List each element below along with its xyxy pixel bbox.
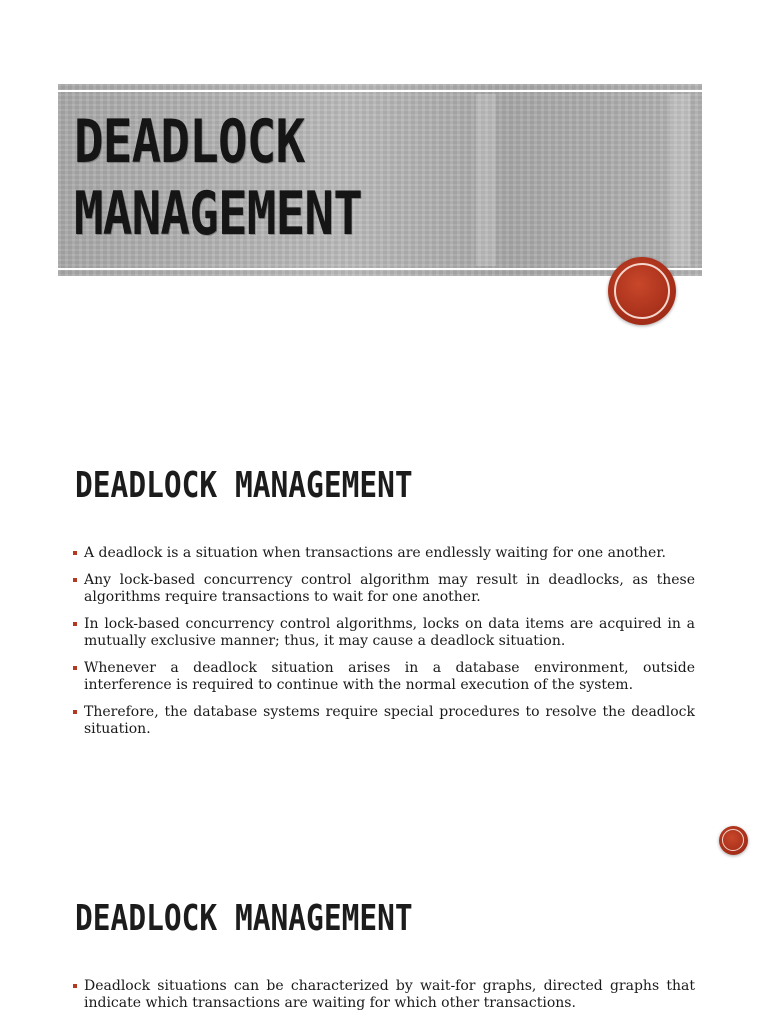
bullet-item xyxy=(73,572,695,606)
bullet-item xyxy=(73,978,695,1012)
square-bullet-icon xyxy=(73,622,77,626)
red-circle-badge-icon xyxy=(719,826,748,855)
bullet-text: Therefore, the database systems require special procedures to resolve the deadlock situation. xyxy=(84,704,695,737)
square-bullet-icon xyxy=(73,578,77,582)
banner-texture-strip xyxy=(476,94,496,266)
bullet-text: A deadlock is a situation when transactions are endlessly waiting for one another. xyxy=(84,545,666,561)
square-bullet-icon xyxy=(73,984,77,988)
bullet-text: Whenever a deadlock situation arises in a database environment, outside interference is required to continue with the normal execution of the system. xyxy=(84,660,695,693)
bullet-item xyxy=(73,704,695,738)
title-slide xyxy=(0,0,768,420)
title-line-2: MANAGEMENT xyxy=(74,179,363,249)
bullet-text: In lock-based concurrency control algorithms, locks on data items are acquired in a mutually exclusive manner; thus, it may cause a deadlock situation. xyxy=(84,616,695,649)
bullet-item xyxy=(73,660,695,694)
banner-texture-strip xyxy=(670,94,690,266)
badge-ring xyxy=(614,263,670,319)
square-bullet-icon xyxy=(73,666,77,670)
bullet-item xyxy=(73,545,695,562)
red-circle-badge-icon xyxy=(608,257,676,325)
bullet-list xyxy=(73,978,695,1022)
title-banner xyxy=(58,84,702,276)
slide-heading: DEADLOCK MANAGEMENT xyxy=(75,898,413,939)
square-bullet-icon xyxy=(73,551,77,555)
bullet-text: Any lock-based concurrency control algorithm may result in deadlocks, as these algorithms require transactions to wait for one another. xyxy=(84,572,695,605)
title-line-1: DEADLOCK xyxy=(74,107,305,177)
banner-top-rule xyxy=(58,90,702,92)
badge-ring xyxy=(722,829,744,851)
banner-bottom-rule xyxy=(58,268,702,270)
square-bullet-icon xyxy=(73,710,77,714)
slide-heading: DEADLOCK MANAGEMENT xyxy=(75,465,413,506)
bullet-list xyxy=(73,545,695,748)
bullet-item xyxy=(73,616,695,650)
title-text xyxy=(74,106,362,250)
bullet-text: Deadlock situations can be characterized by wait-for graphs, directed graphs that indicate which transactions are waiting for which other transactions. xyxy=(84,978,695,1011)
